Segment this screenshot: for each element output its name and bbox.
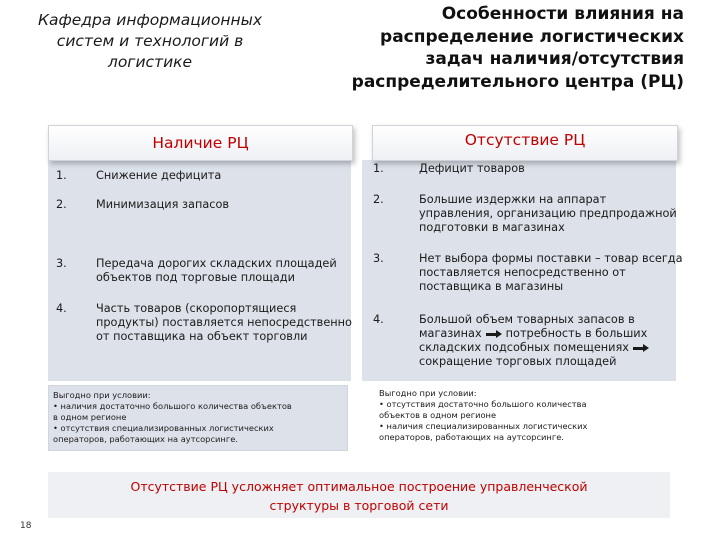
item-number: 1. <box>56 169 67 182</box>
condition-line: объектов в одном регионе <box>379 410 497 420</box>
condition-line: Выгодно при условии: <box>53 390 151 400</box>
condition-line: в одном регионе <box>53 412 127 422</box>
condition-line: • наличия специализированных логистических <box>379 421 588 431</box>
item-text-fragment: складских подсобных помещениях <box>419 341 629 354</box>
without-dc-conditions <box>375 385 675 451</box>
title-line: распределение логистических <box>380 26 684 47</box>
department-line: логистике <box>107 53 193 71</box>
condition-line: операторов, работающих на аутсорсинге. <box>53 434 238 444</box>
conclusion-line: структуры в торговой сети <box>269 498 449 513</box>
with-dc-conditions <box>48 385 348 451</box>
title-line: задач наличия/отсутствия <box>425 49 684 69</box>
item-text-fragment: магазинах <box>419 327 482 340</box>
item-text: Передача дорогих складских площадей объектов под торговые площади <box>96 257 337 284</box>
condition-line: операторов, работающих на аутсорсинге. <box>379 432 564 442</box>
item-number: 2. <box>56 198 67 211</box>
condition-line: • наличия достаточно большого количества объектов <box>53 401 292 411</box>
item-number: 4. <box>56 302 67 315</box>
conclusion-box <box>48 472 670 518</box>
item-number: 1. <box>373 162 384 175</box>
item-text: Минимизация запасов <box>96 198 230 211</box>
item-text-fragment: потребность в больших <box>505 327 648 340</box>
item-number: 2. <box>373 193 384 206</box>
department-line: систем и технологий в <box>56 32 244 50</box>
item-text: Снижение дефицита <box>96 169 222 182</box>
item-text-line: сокращение торговых площадей <box>419 355 617 368</box>
item-text: Дефицит товаров <box>419 162 525 175</box>
conclusion-line: Отсутствие РЦ усложняет оптимальное построение управленческой <box>130 479 588 494</box>
item-text: Большие издержки на аппарат управления, организацию предпродажной подготовки в магазинах <box>419 193 677 234</box>
item-text-line <box>419 341 683 355</box>
item-number: 3. <box>373 252 384 265</box>
department-line: Кафедра информационных <box>37 11 263 29</box>
condition-line: • отсутствия достаточно большого количества <box>379 399 587 409</box>
with-dc-header: Наличие РЦ <box>48 125 353 161</box>
item-number: 4. <box>373 313 384 326</box>
item-text-line <box>419 327 683 341</box>
condition-line: Выгодно при условии: <box>379 388 477 398</box>
title-line: распределительного центра (РЦ) <box>351 71 684 92</box>
page-number: 18 <box>20 521 32 531</box>
item-number: 3. <box>56 257 67 270</box>
item-text-line: Большой объем товарных запасов в <box>419 313 635 326</box>
department-name <box>0 10 300 73</box>
item-text <box>419 313 683 369</box>
without-dc-header: Отсутствие РЦ <box>372 125 678 161</box>
item-text: Нет выбора формы поставки – товар всегда поставляется непосредственно от поставщика в магазины <box>419 252 683 293</box>
without-dc-panel <box>362 160 683 381</box>
item-text: Часть товаров (скоропортящиеся продукты) поставляется непосредственно от поставщика на объект торговли <box>96 302 352 343</box>
arrow-right-icon <box>633 344 649 353</box>
condition-line: • отсутствия специализированных логистических <box>53 423 274 433</box>
slide-title <box>304 3 684 93</box>
arrow-right-icon <box>486 330 502 339</box>
with-dc-panel <box>48 160 351 381</box>
title-line: Особенности влияния на <box>441 4 684 24</box>
